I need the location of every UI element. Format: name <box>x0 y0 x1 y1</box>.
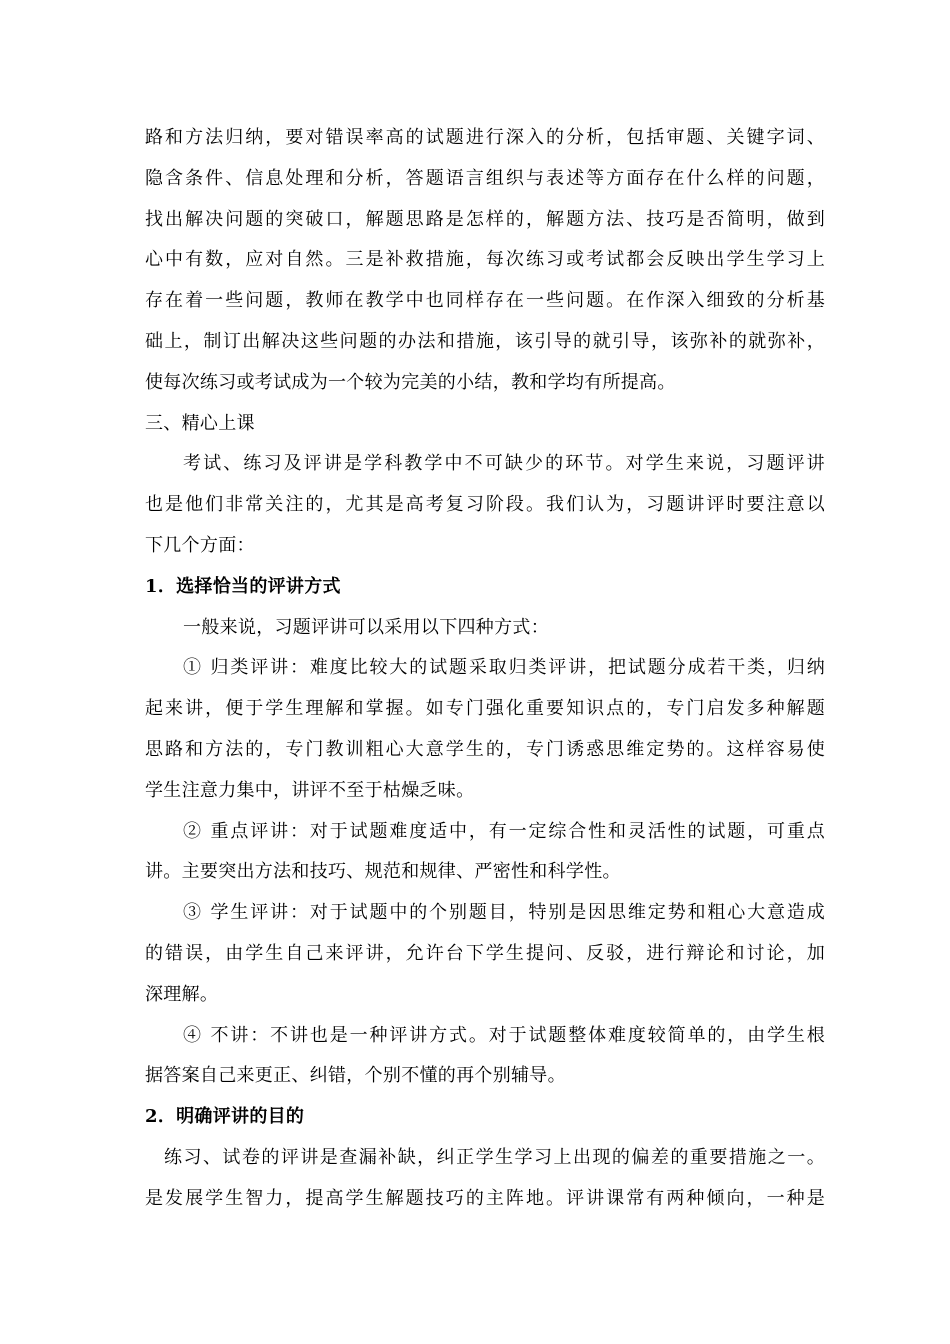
document-page <box>145 118 825 1220</box>
text-line: 是发展学生智力，提高学生解题技巧的主阵地。评讲课常有两种倾向，一种是 <box>145 1187 825 1209</box>
text-line: 据答案自己来更正、纠错，个别不懂的再个别辅导。 <box>145 1065 566 1087</box>
text-line: 起来讲，便于学生理解和掌握。如专门强化重要知识点的，专门启发多种解题 <box>145 698 825 720</box>
text-line: 深理解。 <box>145 983 219 1005</box>
text-line: 础上，制订出解决这些问题的办法和措施，该引导的就引导，该弥补的就弥补， <box>145 330 825 352</box>
text-line: 找出解决问题的突破口，解题思路是怎样的，解题方法、技巧是否简明，做到 <box>145 208 825 230</box>
text-line: 学生注意力集中，讲评不至于枯燥乏味。 <box>145 779 475 801</box>
text-line: ① 归类评讲：难度比较大的试题采取归类评讲，把试题分成若干类，归纳 <box>183 657 825 679</box>
section-heading: 1．选择恰当的评讲方式 <box>145 575 341 597</box>
text-line: 思路和方法的，专门教训粗心大意学生的，专门诱惑思维定势的。这样容易使 <box>145 738 825 760</box>
text-line: 心中有数，应对自然。三是补救措施，每次练习或考试都会反映出学生学习上 <box>145 249 825 271</box>
section-heading: 2．明确评讲的目的 <box>145 1106 305 1128</box>
text-line: 隐含条件、信息处理和分析，答题语言组织与表述等方面存在什么样的问题， <box>145 167 825 189</box>
text-line: 也是他们非常关注的，尤其是高考复习阶段。我们认为，习题讲评时要注意以 <box>145 494 825 516</box>
text-line: 使每次练习或考试成为一个较为完美的小结，教和学均有所提高。 <box>145 371 676 393</box>
text-line: 练习、试卷的评讲是查漏补缺，纠正学生学习上出现的偏差的重要措施之一。 <box>164 1146 825 1168</box>
text-line: 下几个方面： <box>145 534 255 556</box>
text-line: 的错误，由学生自己来评讲，允许台下学生提问、反驳，进行辩论和讨论，加 <box>145 942 825 964</box>
text-line: 存在着一些问题，教师在教学中也同样存在一些问题。在作深入细致的分析基 <box>145 290 825 312</box>
text-line: ③ 学生评讲：对于试题中的个别题目，特别是因思维定势和粗心大意造成 <box>183 902 825 924</box>
text-line: 路和方法归纳，要对错误率高的试题进行深入的分析，包括审题、关键字词、 <box>145 127 825 148</box>
text-line: ④ 不讲：不讲也是一种评讲方式。对于试题整体难度较简单的，由学生根 <box>183 1024 825 1046</box>
text-line: 一般来说，习题评讲可以采用以下四种方式： <box>183 616 549 638</box>
text-line: 讲。主要突出方法和技巧、规范和规律、严密性和科学性。 <box>145 861 621 883</box>
section-heading: 三、精心上课 <box>145 412 255 434</box>
text-line: ② 重点评讲：对于试题难度适中，有一定综合性和灵活性的试题，可重点 <box>183 820 825 842</box>
text-line: 考试、练习及评讲是学科教学中不可缺少的环节。对学生来说，习题评讲 <box>183 453 825 475</box>
